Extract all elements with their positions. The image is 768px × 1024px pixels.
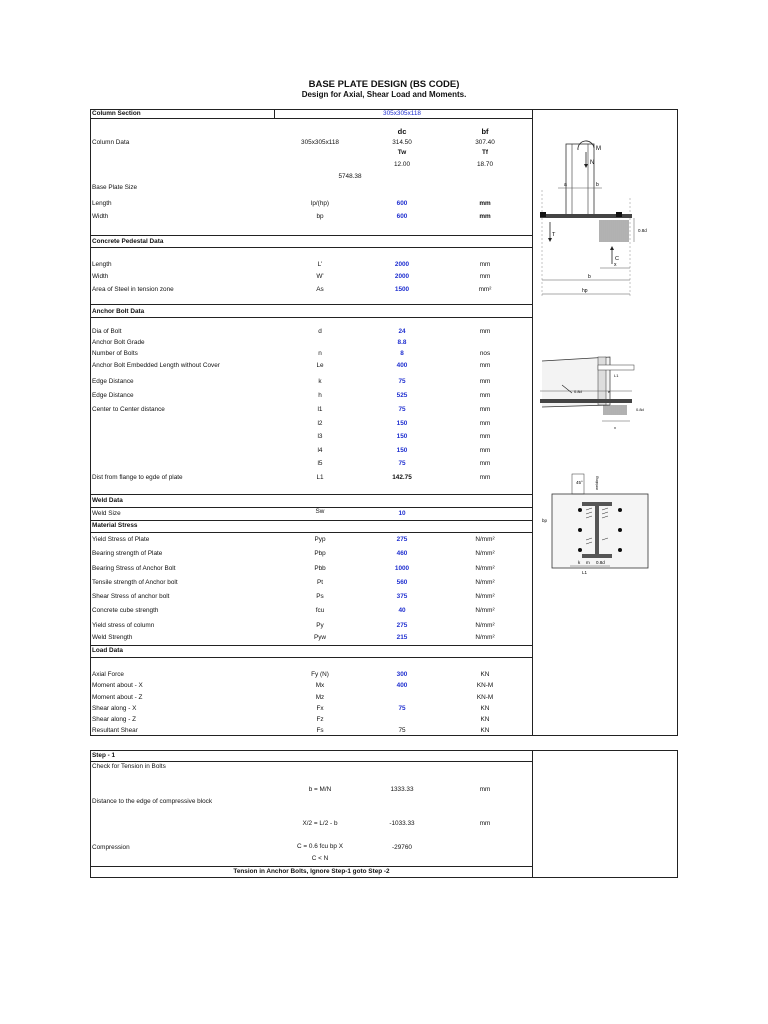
base-plate-plan-diagram [540,470,660,580]
base-length-symbol: lp/(hp) [310,200,330,207]
pedestal-header: Concrete Pedestal Data [92,238,164,245]
base-length-label: Length [92,200,112,207]
anchor-row-value: 8.8 [397,339,407,346]
dim-bp: bp [542,518,548,523]
weld-size-symbol: Sw [315,508,325,515]
material-row-value: 215 [396,634,408,641]
tw-value: 12.00 [394,161,410,168]
load-row-symbol: Fy (N) [311,671,329,678]
dim-L1-2: L1 [582,570,588,575]
load-row-value: 400 [396,682,408,689]
load-row-unit: KN [480,705,490,712]
material-row-label: Yield stress of column [92,622,155,629]
anchor-row-value: 150 [396,447,408,454]
material-row-symbol: Pbp [314,550,326,557]
material-row-unit: N/mm² [475,607,495,614]
x-unit: mm [479,820,491,827]
anchor-row-symbol: l2 [317,420,323,427]
material-row-value: 275 [396,536,408,543]
material-row-value: 275 [396,622,408,629]
column-extra-value: 5748.38 [338,173,362,180]
material-row-label: Weld Strength [92,634,133,641]
dim-k: k [578,560,581,565]
compression-force-label: C [615,256,619,262]
steel-area-label: Area of Steel in tension zone [92,286,174,293]
dim-m: m [586,560,590,565]
compression-formula: C = 0.6 fcu bp X [296,843,343,850]
weld-detail-diagram [538,355,658,437]
load-row-unit: KN-M [476,694,494,701]
column-section-value: 305x305x118 [383,110,421,117]
anchor-row-symbol: d [318,328,322,335]
pedestal-length-value: 2000 [394,261,410,268]
row-divider [91,118,533,119]
pedestal-length-label: Length [92,261,112,268]
dim-L1: L1 [614,373,619,378]
material-row-symbol: Pbb [314,565,326,572]
row-divider [91,520,533,521]
row-divider [91,304,533,305]
row-divider [91,317,533,318]
anchor-row-unit: mm [479,362,491,369]
base-length-value: 600 [396,200,408,207]
anchor-row-symbol: l3 [317,433,323,440]
material-row-value: 40 [398,607,406,614]
anchor-row-symbol: h [318,392,322,399]
step1-conclusion: Tension in Anchor Bolts, Ignore Step-1 goto Step -2 [233,868,390,875]
page-subtitle: Design for Axial, Shear Load and Moments. [301,90,467,99]
load-row-unit: KN [480,671,490,678]
anchor-row-value: 400 [396,362,408,369]
anchor-row-value: 150 [396,420,408,427]
anchor-row-value: 75 [398,460,406,467]
base-plate-elevation-diagram [538,138,666,308]
dim-08d-3: 0.8d [636,407,644,412]
anchor-row-value: 525 [396,392,408,399]
anchor-row-symbol: l1 [317,406,323,413]
anchor-row-unit: mm [479,378,491,385]
material-row-value: 1000 [394,565,410,572]
anchor-row-label: Dist from flange to egde of plate [92,474,183,481]
axial-label: N [590,160,595,166]
material-row-label: Bearing Stress of Anchor Bolt [92,565,176,572]
anchor-row-unit: nos [479,350,491,357]
row-divider [91,235,533,236]
anchor-row-unit: mm [479,474,491,481]
load-row-label: Shear along - X [92,705,137,712]
material-row-symbol: Py [316,622,324,629]
load-row-label: Moment about - X [92,682,143,689]
row-divider [91,657,533,658]
step1-subheader: Check for Tension in Bolts [92,763,166,770]
angle-label: 45° [576,480,583,485]
dim-e: e [608,389,611,394]
material-row-label: Concrete cube strength [92,607,159,614]
pedestal-width-value: 2000 [394,273,410,280]
b-formula: b = M/N [308,786,332,793]
anchor-row-label: Edge Distance [92,392,134,399]
dim-08d-4: 0.8d [596,560,605,565]
base-length-unit: mm [479,200,491,207]
x-formula: X/2 = L/2 - b [302,820,338,827]
anchor-row-label: Dia of Bolt [92,328,122,335]
dim-08d: 0.8d [638,228,647,233]
material-row-symbol: fcu [315,607,325,614]
material-row-label: Tensile strength of Anchor bolt [92,579,178,586]
load-header: Load Data [92,647,123,654]
dim-b2: b [588,274,591,280]
tw-label: Tw [397,149,407,156]
dc-value: 314.50 [392,139,412,146]
material-row-unit: N/mm² [475,593,495,600]
step1-table [90,750,678,878]
welding-label: welding [594,476,599,490]
material-row-unit: N/mm² [475,536,495,543]
row-divider [91,761,533,762]
bf-label: bf [481,127,489,136]
anchor-row-value: 8 [400,350,404,357]
load-row-symbol: Fx [316,705,324,712]
steel-area-value: 1500 [394,286,410,293]
load-row-value: 75 [398,727,406,734]
material-row-label: Shear Stress of anchor bolt [92,593,170,600]
load-row-label: Shear along - Z [92,716,137,723]
compression-label: Compression [92,844,130,851]
load-row-unit: KN [480,727,490,734]
anchor-row-label: Edge Distance [92,378,134,385]
material-row-unit: N/mm² [475,550,495,557]
anchor-row-symbol: l5 [317,460,323,467]
anchor-row-unit: mm [479,447,491,454]
anchor-row-value: 75 [398,406,406,413]
row-divider [91,645,533,646]
load-row-symbol: Mz [315,694,325,701]
distance-label: Distance to the edge of compressive block [92,798,213,805]
dim-x-2: x [614,425,616,430]
column-data-label: Column Data [92,139,130,146]
load-row-symbol: Fs [316,727,324,734]
anchor-row-unit: mm [479,420,491,427]
anchor-row-label: Number of Bolts [92,350,138,357]
anchor-row-unit: mm [479,433,491,440]
dim-b: b [596,182,599,188]
material-row-unit: N/mm² [475,622,495,629]
material-row-value: 460 [396,550,408,557]
base-width-label: Width [92,213,109,220]
dc-label: dc [397,127,407,136]
material-row-unit: N/mm² [475,579,495,586]
pedestal-width-unit: mm [479,273,491,280]
bf-value: 307.40 [475,139,495,146]
dim-hp: hp [582,288,588,294]
anchor-row-label: Center to Center distance [92,406,165,413]
load-row-value: 75 [398,705,406,712]
b-value: 1333.33 [390,786,414,793]
steel-area-unit: mm² [478,286,492,293]
compression-value: -29760 [392,844,412,851]
pedestal-width-label: Width [92,273,109,280]
dim-a: a [564,182,567,188]
material-row-value: 560 [396,579,408,586]
anchor-row-label: Anchor Bolt Embedded Length without Cover [92,362,220,369]
material-row-label: Yield Stress of Plate [92,536,150,543]
pedestal-length-symbol: L' [317,261,323,268]
row-divider [91,247,533,248]
material-row-label: Bearing strength of Plate [92,550,163,557]
load-row-symbol: Fz [316,716,324,723]
step1-header: Step - 1 [92,752,116,759]
condition: C < N [311,855,329,862]
anchor-row-symbol: l4 [317,447,323,454]
load-row-label: Resultant Shear [92,727,138,734]
load-row-label: Moment about - Z [92,694,143,701]
anchor-row-label: Anchor Bolt Grade [92,339,145,346]
dim-x: x [614,262,617,268]
anchor-row-symbol: k [318,378,322,385]
anchor-row-symbol: L1 [316,474,324,481]
material-row-symbol: Pt [316,579,324,586]
material-row-value: 375 [396,593,408,600]
anchor-row-unit: mm [479,460,491,467]
base-width-unit: mm [479,213,491,220]
moment-label: M [596,146,601,152]
pedestal-width-symbol: W' [316,273,324,280]
base-plate-label: Base Plate Size [92,184,138,191]
step1-divider [532,750,533,878]
anchor-row-symbol: n [318,350,322,357]
anchor-row-unit: mm [479,328,491,335]
load-row-value: 300 [396,671,408,678]
anchor-header: Anchor Bolt Data [92,308,145,315]
load-row-unit: KN [480,716,490,723]
weld-size-label: Weld Size [92,510,121,517]
anchor-row-value: 142.75 [392,474,412,481]
tf-label: Tf [481,149,489,156]
anchor-row-unit: mm [479,406,491,413]
column-section-label: Column Section [92,110,141,117]
row-divider [91,494,533,495]
weld-header: Weld Data [92,497,123,504]
base-width-value: 600 [396,213,408,220]
material-row-unit: N/mm² [475,634,495,641]
page-title: BASE PLATE DESIGN (BS CODE) [308,79,460,90]
load-row-unit: KN-M [476,682,494,689]
weld-size-value: 10 [398,510,406,517]
steel-area-symbol: As [316,286,324,293]
anchor-row-value: 150 [396,433,408,440]
pedestal-length-unit: mm [479,261,491,268]
column-divider [532,109,533,736]
dim-08d-2: 0.8d [574,389,582,394]
material-header: Material Stress [92,522,138,529]
x-value: -1033.33 [389,820,415,827]
material-row-symbol: Pyw [313,634,327,641]
tf-value: 18.70 [477,161,493,168]
row-divider [91,866,533,867]
tension-label: T [552,232,556,238]
material-row-symbol: Pyp [314,536,326,543]
material-row-unit: N/mm² [475,565,495,572]
anchor-row-value: 24 [398,328,406,335]
base-width-symbol: bp [316,213,324,220]
load-row-symbol: Mx [315,682,325,689]
material-row-symbol: Ps [316,593,324,600]
anchor-row-value: 75 [398,378,406,385]
row-divider [91,532,533,533]
anchor-row-symbol: Le [316,362,324,369]
load-row-label: Axial Force [92,671,124,678]
anchor-row-unit: mm [479,392,491,399]
b-unit: mm [479,786,491,793]
column-data-size: 305x305x118 [301,139,339,146]
